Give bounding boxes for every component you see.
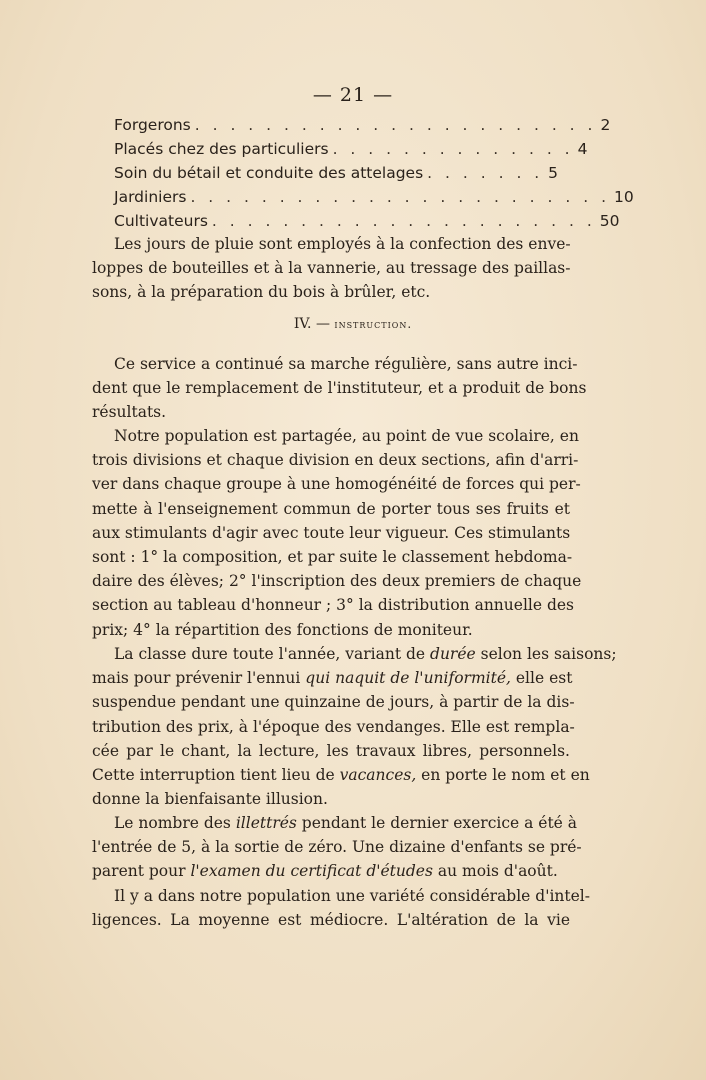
paragraph-rainy-days	[92, 232, 570, 305]
text-line: Ce service a continué sa marche régulière, sans autre inci-	[114, 355, 578, 373]
text-line: mette à l'enseignement commun de porter tous ses fruits et	[92, 499, 570, 518]
section-title: instruction.	[334, 317, 413, 331]
section-heading	[0, 316, 706, 332]
text-run: en porte le nom et en	[416, 765, 590, 784]
text-line: ligences. La moyenne est médiocre. L'altération de la vie	[92, 911, 570, 930]
list-item-value: 10	[614, 188, 634, 206]
text-line	[92, 763, 590, 787]
text-line: sons, à la préparation du bois à brûler, etc.	[92, 283, 431, 302]
leader-dots: . . . . . . .	[427, 164, 544, 182]
text-run: Le nombre des	[114, 814, 236, 832]
text-line: résultats.	[92, 403, 167, 422]
text-line: donne la bienfaisante illusion.	[92, 790, 328, 809]
section-number: IV. —	[293, 316, 330, 332]
text-line: daire des élèves; 2° l'inscription des deux premiers de chaque	[92, 572, 582, 591]
text-line: l'entrée de 5, à la sortie de zéro. Une dizaine d'enfants se pré-	[92, 838, 582, 857]
text-line: Il y a dans notre population une variété considérable d'intel-	[114, 887, 591, 905]
italic-run: illettrés	[235, 814, 297, 832]
text-line: tribution des prix, à l'époque des vendanges. Elle est rempla-	[92, 717, 575, 736]
paragraph-illiterates	[92, 811, 582, 884]
text-run: Cette interruption tient lieu de	[92, 765, 340, 784]
text-line: Les jours de pluie sont employés à la confection des enve-	[114, 235, 571, 253]
leader-dots: . . . . . . . . . . . . . . . . . . . . . . .	[194, 116, 597, 134]
list-item-label: Soin du bétail et conduite des attelages	[114, 164, 424, 182]
text-line: dent que le remplacement de l'instituteur, et a produit de bons	[92, 379, 587, 398]
text-line: Notre population est partagée, au point de vue scolaire, en	[114, 427, 579, 445]
text-line	[92, 642, 617, 666]
list-item-value: 2	[600, 116, 611, 134]
text-line	[92, 666, 573, 690]
text-run: parent pour	[92, 862, 191, 881]
text-line: trois divisions et chaque division en deux sections, afin d'arri-	[92, 451, 579, 470]
text-line: section au tableau d'honneur ; 3° la distribution annuelle des	[92, 596, 575, 615]
list-item-value: 5	[548, 164, 558, 182]
text-line: suspendue pendant une quinzaine de jours, à partir de la dis-	[92, 693, 575, 712]
leader-dots: . . . . . . . . . . . . . . . . . . . . . . . .	[190, 188, 611, 206]
list-item-label: Jardiniers	[114, 188, 187, 206]
text-run: au mois d'août.	[432, 862, 558, 881]
text-line: prix; 4° la répartition des fonctions de moniteur.	[92, 620, 473, 639]
list-item	[114, 116, 611, 140]
text-run: pendant le dernier exercice a été à	[296, 814, 578, 832]
paragraph-intelligence	[92, 884, 591, 932]
list-item	[114, 188, 634, 212]
text-line	[92, 859, 570, 883]
page-number: — 21 —	[312, 84, 394, 106]
italic-run: durée	[430, 645, 476, 663]
italic-run: l'examen du certificat d'études	[190, 862, 433, 881]
italic-run: qui naquit de l'uniformité,	[305, 669, 511, 688]
text-line	[92, 811, 578, 835]
list-item-label: Placés chez des particuliers	[114, 140, 329, 158]
leader-dots: . . . . . . . . . . . . . .	[332, 140, 574, 158]
occupation-list	[114, 116, 634, 236]
list-item	[114, 164, 558, 188]
text-run: elle est	[510, 669, 573, 688]
text-line: aux stimulants d'agir avec toute leur vigueur. Ces stimulants	[92, 523, 571, 542]
leader-dots: . . . . . . . . . . . . . . . . . . . . . .	[211, 212, 596, 230]
text-line: ver dans chaque groupe à une homogénéité de forces qui per-	[92, 475, 581, 494]
list-item-label: Forgerons	[114, 116, 191, 134]
paragraph-class-year	[92, 642, 617, 811]
list-item-value: 50	[599, 212, 620, 230]
list-item	[114, 140, 588, 164]
italic-run: vacances,	[339, 765, 417, 784]
text-line: cée par le chant, la lecture, les travaux libres, personnels.	[92, 741, 570, 760]
text-line: sont : 1° la composition, et par suite le classement hebdoma-	[92, 547, 573, 566]
text-run: mais pour prévenir l'ennui	[92, 669, 306, 688]
text-line: loppes de bouteilles et à la vannerie, au tressage des paillas-	[92, 259, 571, 278]
text-run: selon les saisons;	[475, 645, 617, 663]
list-item-label: Cultivateurs	[114, 212, 208, 230]
paragraph-population	[92, 424, 582, 642]
list-item-value: 4	[577, 140, 588, 158]
text-run: La classe dure toute l'année, variant de	[114, 645, 431, 663]
paragraph-service	[92, 352, 587, 425]
